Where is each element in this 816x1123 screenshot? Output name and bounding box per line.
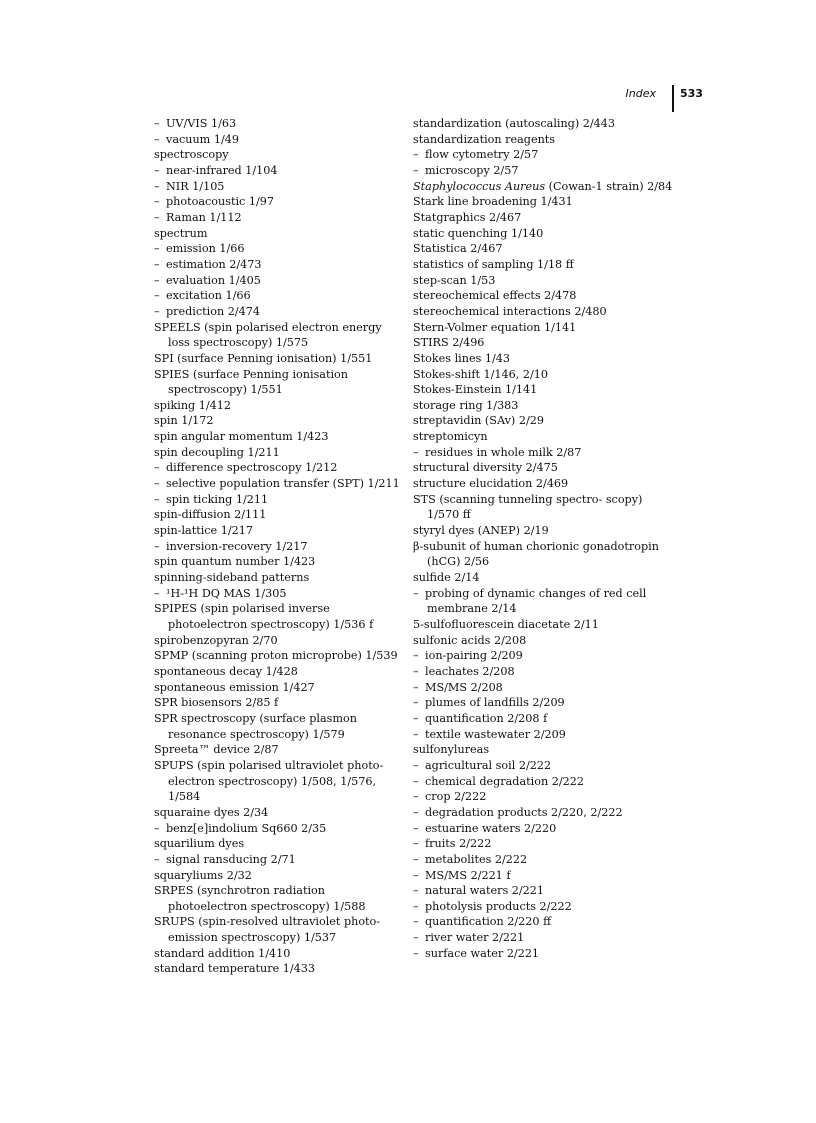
subentry-dash: –: [154, 492, 160, 506]
entry-text: benz[e]indolium Sq660 2/35: [166, 821, 327, 835]
subentry-dash: –: [413, 586, 419, 600]
entry-text: difference spectroscopy 1/212: [166, 461, 338, 475]
entry-text: NIR 1/105: [166, 179, 225, 193]
entry-text: estuarine waters 2/220: [425, 821, 557, 835]
index-entry: [154, 836, 406, 852]
index-entry: [154, 664, 406, 680]
entry-text: standard addition 1/410: [154, 946, 291, 960]
index-subentry: [154, 273, 406, 289]
index-subentry: [413, 914, 675, 930]
entry-text: quantification 2/220 ff: [425, 915, 552, 929]
entry-text: squaryliums 2/32: [154, 868, 252, 882]
entry-text: stereochemical interactions 2/480: [413, 304, 607, 318]
entry-text: spiking 1/412: [154, 398, 232, 412]
index-subentry: [413, 946, 675, 962]
index-entry: [154, 445, 406, 461]
entry-text: MS/MS 2/221 f: [425, 868, 511, 882]
entry-text: natural waters 2/221: [425, 884, 544, 898]
index-subentry: [154, 179, 406, 195]
index-subentry: [413, 680, 675, 696]
subentry-dash: –: [154, 117, 160, 130]
running-head-rule: [672, 85, 674, 112]
subentry-dash: –: [413, 805, 419, 819]
entry-text: spinning-sideband patterns: [154, 571, 310, 585]
index-entry: [154, 367, 406, 398]
entry-text: Stokes-Einstein 1/141: [413, 383, 538, 397]
entry-text: streptavidin (SAv) 2/29: [413, 414, 544, 428]
subentry-dash: –: [413, 680, 419, 694]
entry-text: flow cytometry 2/57: [425, 148, 539, 162]
index-entry: [413, 194, 675, 210]
index-entry: [413, 460, 675, 476]
subentry-dash: –: [413, 148, 419, 162]
index-entry: [413, 179, 675, 195]
subentry-dash: –: [154, 163, 160, 177]
index-entry: [413, 523, 675, 539]
index-entry: [413, 570, 675, 586]
index-entry: [413, 398, 675, 414]
subentry-dash: –: [154, 821, 160, 835]
entry-text: static quenching 1/140: [413, 226, 544, 240]
entry-text: STIRS 2/496: [413, 336, 485, 350]
index-subentry: [154, 304, 406, 320]
entry-text: chemical degradation 2/222: [425, 774, 584, 788]
index-entry: [154, 914, 406, 945]
entry-text: styryl dyes (ANEP) 2/19: [413, 524, 549, 538]
index-entry: [154, 523, 406, 539]
index-subentry: [154, 492, 406, 508]
index-entry: [413, 476, 675, 492]
subentry-dash: –: [413, 163, 419, 177]
entry-text: spin 1/172: [154, 414, 214, 428]
entry-text: vacuum 1/49: [166, 132, 239, 146]
entry-text: Stokes-shift 1/146, 2/10: [413, 367, 549, 381]
index-entry: [413, 351, 675, 367]
subentry-dash: –: [413, 821, 419, 835]
index-entry: [413, 367, 675, 383]
index-entry: [154, 147, 406, 163]
entry-text: agricultural soil 2/222: [425, 758, 552, 772]
index-entry: [413, 116, 675, 132]
entry-text: STS (scanning tunneling spectro- scopy) 1/570 ff: [413, 492, 643, 522]
entry-text: spin decoupling 1/211: [154, 445, 280, 459]
index-subentry: [154, 241, 406, 257]
entry-text: sulfonic acids 2/208: [413, 633, 527, 647]
subentry-dash: –: [154, 586, 160, 600]
entry-text: quantification 2/208 f: [425, 711, 548, 725]
subentry-dash: –: [413, 664, 419, 678]
index-entry: [413, 304, 675, 320]
entry-text: SPR biosensors 2/85 f: [154, 696, 279, 710]
index-entry: [413, 617, 675, 633]
entry-text: inversion-recovery 1/217: [166, 539, 308, 553]
index-subentry: [154, 476, 406, 492]
entry-text: spontaneous emission 1/427: [154, 680, 315, 694]
index-subentry: [413, 899, 675, 915]
index-subentry: [413, 445, 675, 461]
entry-text: storage ring 1/383: [413, 398, 519, 412]
entry-text: spin quantum number 1/423: [154, 555, 316, 569]
subentry-dash: –: [154, 210, 160, 224]
index-entry: [154, 868, 406, 884]
entry-text: standardization (autoscaling) 2/443: [413, 117, 615, 130]
entry-text: UV/VIS 1/63: [166, 117, 237, 130]
subentry-dash: –: [154, 273, 160, 287]
subentry-dash: –: [154, 242, 160, 256]
index-entry: [413, 273, 675, 289]
index-column-left: [154, 116, 406, 977]
entry-text: SPMP (scanning proton microprobe) 1/539: [154, 649, 398, 663]
entry-text: Stark line broadening 1/431: [413, 195, 573, 209]
entry-text: stereochemical effects 2/478: [413, 289, 577, 303]
index-entry: [154, 883, 406, 914]
index-subentry: [154, 821, 406, 837]
entry-text: metabolites 2/222: [425, 852, 528, 866]
index-entry: [154, 805, 406, 821]
index-entry: [154, 742, 406, 758]
subentry-dash: –: [413, 727, 419, 741]
index-entry: [154, 648, 406, 664]
entry-text: sulfide 2/14: [413, 571, 480, 585]
entry-text: Statgraphics 2/467: [413, 210, 522, 224]
index-subentry: [154, 586, 406, 602]
index-subentry: [413, 836, 675, 852]
index-subentry: [413, 695, 675, 711]
index-subentry: [413, 930, 675, 946]
index-entry: [413, 241, 675, 257]
entry-text: SPIPES (spin polarised inverse photoelectron spectroscopy) 1/536 f: [154, 602, 374, 631]
entry-text: SRUPS (spin-resolved ultraviolet photo- emission spectroscopy) 1/537: [154, 915, 381, 945]
entry-text: standard temperature 1/433: [154, 962, 316, 976]
entry-text: surface water 2/221: [425, 946, 540, 960]
subentry-dash: –: [154, 304, 160, 318]
subentry-dash: –: [154, 461, 160, 475]
entry-text: streptomicyn: [413, 430, 488, 444]
entry-text: crop 2/222: [425, 790, 487, 804]
entry-text: Spreeta™ device 2/87: [154, 743, 279, 757]
entry-text: residues in whole milk 2/87: [425, 445, 582, 459]
index-subentry: [413, 758, 675, 774]
subentry-dash: –: [413, 790, 419, 804]
entry-text: Raman 1/112: [166, 210, 242, 224]
index-entry: [154, 601, 406, 632]
index-entry: [413, 320, 675, 336]
index-subentry: [413, 163, 675, 179]
entry-text: prediction 2/474: [166, 304, 260, 318]
subentry-dash: –: [154, 852, 160, 866]
index-subentry: [413, 868, 675, 884]
subentry-dash: –: [413, 852, 419, 866]
subentry-dash: –: [413, 711, 419, 725]
index-entry: [154, 946, 406, 962]
entry-text: fruits 2/222: [425, 837, 492, 851]
entry-text: evaluation 1/405: [166, 273, 261, 287]
entry-text: SPI (surface Penning ionisation) 1/551: [154, 351, 373, 365]
running-head-label: Index: [625, 87, 656, 100]
subentry-dash: –: [154, 289, 160, 303]
entry-text: selective population transfer (SPT) 1/211: [166, 477, 400, 491]
entry-text: SRPES (synchrotron radiation photoelectron spectroscopy) 1/588: [154, 884, 366, 913]
index-entry: [413, 429, 675, 445]
index-subentry: [413, 711, 675, 727]
index-entry: [413, 132, 675, 148]
entry-text: leachates 2/208: [425, 664, 515, 678]
subentry-dash: –: [413, 649, 419, 663]
entry-text: textile wastewater 2/209: [425, 727, 566, 741]
index-subentry: [413, 852, 675, 868]
index-entry: [154, 633, 406, 649]
index-entry: [413, 413, 675, 429]
subentry-dash: –: [154, 195, 160, 209]
index-subentry: [154, 852, 406, 868]
running-head: [560, 85, 703, 115]
entry-text: spectrum: [154, 226, 208, 240]
entry-text: standardization reagents: [413, 132, 556, 146]
entry-text: structure elucidation 2/469: [413, 477, 569, 491]
subentry-dash: –: [154, 132, 160, 146]
entry-text: spirobenzopyran 2/70: [154, 633, 278, 647]
index-entry: [154, 320, 406, 351]
entry-text: spectroscopy: [154, 148, 229, 162]
subentry-dash: –: [413, 868, 419, 882]
index-entry: [154, 226, 406, 242]
subentry-dash: –: [413, 445, 419, 459]
subentry-dash: –: [413, 931, 419, 945]
subentry-dash: –: [154, 477, 160, 491]
index-entry: [413, 288, 675, 304]
entry-text: ion-pairing 2/209: [425, 649, 523, 663]
index-subentry: [154, 210, 406, 226]
index-entry: [154, 961, 406, 977]
index-entry: [413, 539, 675, 570]
entry-text: structural diversity 2/475: [413, 461, 558, 475]
subentry-dash: –: [413, 899, 419, 913]
index-subentry: [154, 539, 406, 555]
subentry-dash: –: [154, 539, 160, 553]
index-entry: [154, 398, 406, 414]
entry-text: squaraine dyes 2/34: [154, 805, 269, 819]
index-subentry: [154, 132, 406, 148]
entry-text: Stern-Volmer equation 1/141: [413, 320, 577, 334]
entry-text: Stokes lines 1/43: [413, 351, 510, 365]
entry-text: photolysis products 2/222: [425, 899, 572, 913]
index-entry: [154, 429, 406, 445]
entry-text: near-infrared 1/104: [166, 163, 278, 177]
index-entry: [413, 382, 675, 398]
entry-text: SPR spectroscopy (surface plasmon resonance spectroscopy) 1/579: [154, 711, 357, 741]
entry-text: spin angular momentum 1/423: [154, 430, 329, 444]
index-subentry: [154, 116, 406, 132]
index-subentry: [413, 586, 675, 617]
subentry-dash: –: [413, 758, 419, 772]
entry-text: spin-diffusion 2/111: [154, 508, 267, 522]
index-entry: [154, 680, 406, 696]
entry-text: SPUPS (spin polarised ultraviolet photo- electron spectroscopy) 1/508, 1/576, 1/584: [154, 758, 384, 804]
index-column-right: [413, 116, 675, 961]
index-subentry: [154, 163, 406, 179]
entry-text: (Cowan-1 strain) 2/84: [545, 179, 673, 193]
index-subentry: [413, 805, 675, 821]
index-entry: [413, 210, 675, 226]
index-subentry: [413, 648, 675, 664]
entry-text: excitation 1/66: [166, 289, 251, 303]
subentry-dash: –: [413, 884, 419, 898]
subentry-dash: –: [413, 837, 419, 851]
entry-text: spin ticking 1/211: [166, 492, 269, 506]
entry-text: photoacoustic 1/97: [166, 195, 274, 209]
entry-text: microscopy 2/57: [425, 163, 519, 177]
index-entry: [154, 413, 406, 429]
subentry-dash: –: [413, 915, 419, 929]
index-subentry: [413, 147, 675, 163]
index-subentry: [413, 883, 675, 899]
entry-text: ¹H-¹H DQ MAS 1/305: [166, 586, 287, 600]
index-entry: [413, 742, 675, 758]
index-entry: [154, 695, 406, 711]
entry-text: sulfonylureas: [413, 743, 490, 757]
index-entry: [413, 257, 675, 273]
index-entry: [154, 507, 406, 523]
entry-text: MS/MS 2/208: [425, 680, 503, 694]
entry-text: SPEELS (spin polarised electron energy loss spectroscopy) 1/575: [154, 320, 382, 350]
entry-text: step-scan 1/53: [413, 273, 496, 287]
index-entry: [413, 633, 675, 649]
entry-text: estimation 2/473: [166, 257, 262, 271]
entry-text: river water 2/221: [425, 931, 525, 945]
index-entry: [154, 758, 406, 805]
subentry-dash: –: [413, 774, 419, 788]
subentry-dash: –: [154, 179, 160, 193]
entry-text: spontaneous decay 1/428: [154, 664, 298, 678]
index-entry: [154, 351, 406, 367]
entry-text: SPIES (surface Penning ionisation spectroscopy) 1/551: [154, 367, 348, 397]
entry-text: plumes of landfills 2/209: [425, 696, 565, 710]
index-subentry: [413, 664, 675, 680]
subentry-dash: –: [413, 696, 419, 710]
index-subentry: [154, 257, 406, 273]
index-entry: [413, 226, 675, 242]
entry-text: 5-sulfofluorescein diacetate 2/11: [413, 618, 599, 631]
index-subentry: [413, 727, 675, 743]
index-subentry: [154, 288, 406, 304]
entry-text: spin-lattice 1/217: [154, 524, 253, 538]
entry-text: Statistica 2/467: [413, 242, 503, 256]
entry-text: squarilium dyes: [154, 837, 245, 851]
index-subentry: [413, 789, 675, 805]
index-subentry: [413, 774, 675, 790]
index-entry: [154, 570, 406, 586]
entry-text: β-subunit of human chorionic gonadotropin (hCG) 2/56: [413, 539, 659, 569]
index-subentry: [154, 194, 406, 210]
entry-text: emission 1/66: [166, 242, 245, 256]
entry-text: statistics of sampling 1/18 ff: [413, 257, 574, 271]
index-entry: [413, 335, 675, 351]
index-entry: [413, 492, 675, 523]
subentry-dash: –: [154, 257, 160, 271]
subentry-dash: –: [413, 946, 419, 960]
index-entry: [154, 711, 406, 742]
italic-term: Staphylococcus Aureus: [413, 179, 546, 193]
entry-text: degradation products 2/220, 2/222: [425, 805, 623, 819]
entry-text: probing of dynamic changes of red cell membrane 2/14: [425, 586, 647, 616]
index-subentry: [413, 821, 675, 837]
index-subentry: [154, 460, 406, 476]
entry-text: signal ransducing 2/71: [166, 852, 296, 866]
index-entry: [154, 554, 406, 570]
page-number: 533: [680, 87, 703, 100]
